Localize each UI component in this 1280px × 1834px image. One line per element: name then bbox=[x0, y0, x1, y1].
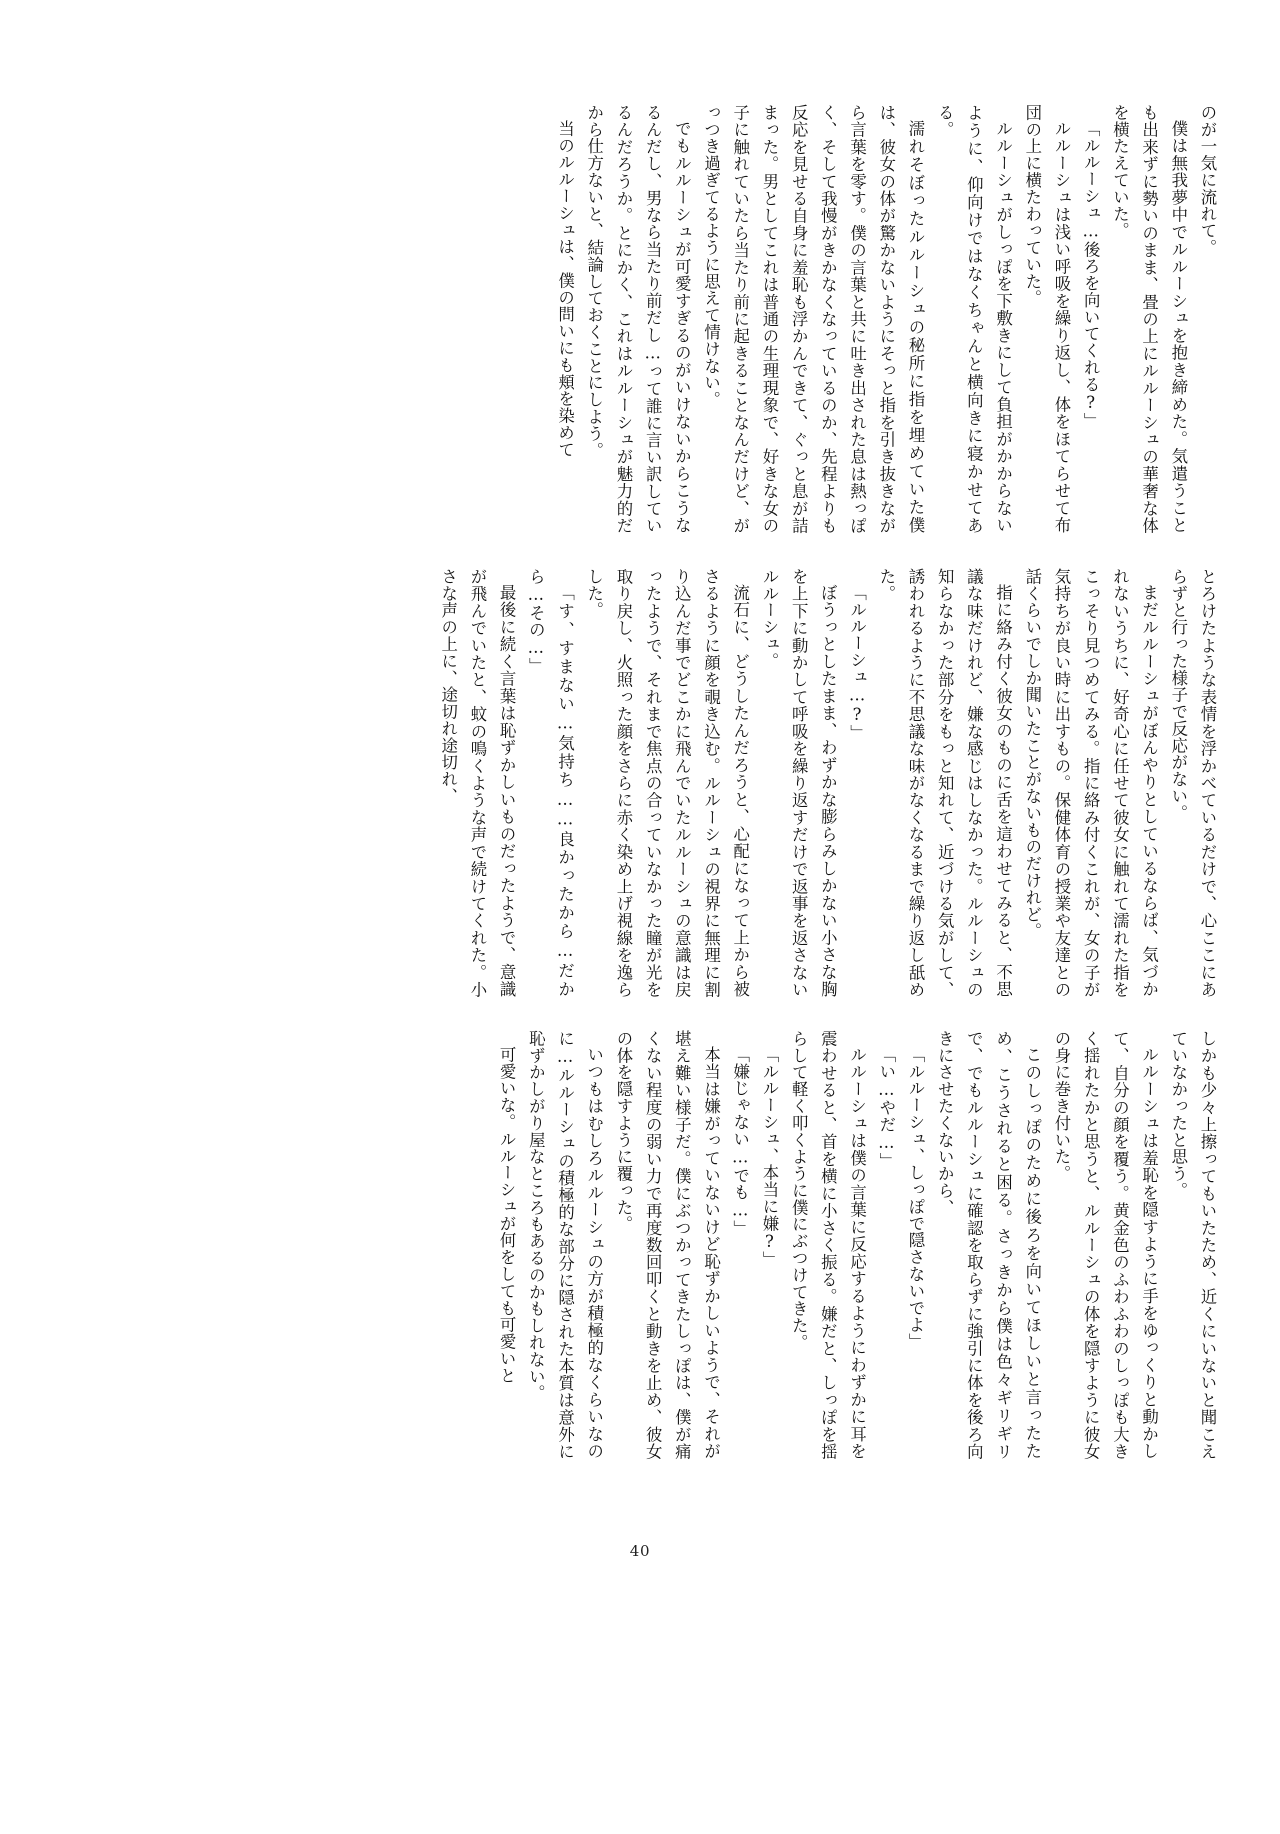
paragraph: 「ルルーシュ、しっぽで隠さないでよ」 bbox=[905, 1046, 925, 1351]
paragraph: 「す、すまない…気持ち……良かったから…だから…その…」 bbox=[526, 568, 575, 998]
paragraph: 僕は無我夢中でルルーシュを抱き締めた。気遣うことも出来ずに勢いのまま、畳の上にルルーシュの華奢な体を横たえていた。 bbox=[1110, 104, 1188, 534]
paragraph: 最後に続く言葉は恥ずかしいものだったようで、意識が飛んでいたと、蚊の鳴くような声で続けてくれた。小さな声の上に、途切れ途切れ、 bbox=[438, 568, 517, 998]
paragraph: 指に絡み付く彼女のものに舌を這わせてみると、不思議な味だけれど、嫌な感じはしなかった。ルルーシュの知らなかった部分をもっと知れて、近づける気がして、誘われるように不思議な味がなくなるまで繰り返し舐めた。 bbox=[876, 568, 1013, 998]
text-block-3 bbox=[202, 1030, 1222, 1460]
paragraph: ぼうっとしたまま、わずかな膨らみしかない小さな胸を上下に動かして呼吸を繰り返すだけで返事を返さないルルーシュ。 bbox=[759, 568, 838, 998]
text-block-1 bbox=[202, 104, 1222, 534]
text-block-2 bbox=[202, 568, 1222, 998]
page-number: 40 bbox=[629, 1542, 651, 1560]
paragraph: とろけたような表情を浮かべているだけで、心ここにあらずと行った様子で反応がない。 bbox=[1168, 568, 1217, 998]
paragraph: ルルーシュは浅い呼吸を繰り返し、体をほてらせて布団の上に横たわっていた。 bbox=[1022, 104, 1071, 534]
paragraph: でもルルーシュが可愛すぎるのがいけないからこうなるんだし、男なら当たり前だし…って誰に言い訳しているんだろうか。とにかく、これはルルーシュが魅力的だから仕方ないと、結論しておくことにしよう。 bbox=[584, 104, 692, 534]
paragraph: ルルーシュは僕の言葉に反応するようにわずかに耳を震わせると、首を横に小さく振る。嫌だと、しっぽを揺らして軽く叩くように僕にぶつけてきた。 bbox=[789, 1030, 867, 1460]
paragraph: 当のルルーシュは、僕の問いにも頬を染めて bbox=[555, 120, 575, 459]
paragraph: 「ルルーシュ…?」 bbox=[847, 584, 867, 742]
paragraph: いつもはむしろルルーシュの方が積極的なくらいなのに…ルルーシュの積極的な部分に隠された本質は意外に恥ずかしがり屋なところもあるのかもしれない。 bbox=[526, 1030, 604, 1460]
paragraph: 流石に、どうしたんだろうと、心配になって上から被さるように顔を覗き込む。ルルーシュの視界に無理に割り込んだ事でどこかに飛んでいたルルーシュの意識は戻ったようで、それまで焦点の合っていなかった瞳が光を取り戻し、火照った顔をさらに赤く染め上げ視線を逸らした。 bbox=[584, 568, 750, 998]
paragraph: 可愛いな。ルルーシュが何をしても可愛いと bbox=[497, 1046, 517, 1385]
paragraph: 「嫌じゃない…でも…」 bbox=[730, 1046, 750, 1238]
paragraph: ルルーシュは羞恥を隠すように手をゆっくりと動かして、自分の顔を覆う。黄金色のふわふわのしっぽも大きく揺れたかと思うと、ルルーシュの体を隠すように彼女の身に巻き付いた。 bbox=[1051, 1030, 1159, 1460]
paragraph: 「ルルーシュ、本当に嫌?」 bbox=[759, 1046, 779, 1269]
paragraph: まだルルーシュがぼんやりとしているならば、気づかれないうちに、好奇心に任せて彼女に触れて濡れた指をこっそり見つめてみる。指に絡み付くこれが、女の子が気持ちが良い時に出すもの。保健体育の授業や友達との話くらいでしか聞いたことがないものだけれど。 bbox=[1022, 568, 1159, 998]
paragraph: 「ルルーシュ…後ろを向いてくれる?」 bbox=[1081, 120, 1101, 430]
paragraph: 濡れそぼったルルーシュの秘所に指を埋めていた僕は、彼女の体が驚かないようにそっと指を引き抜きながら言葉を零す。僕の言葉と共に吐き出された息は熱っぽく、そして我慢がきかなくなっているのか、先程よりも反応を見せる自身に羞恥も浮かんできて、ぐっと息が詰まった。男としてこれは普通の生理現象で、好きな女の子に触れていたら当たり前に起きることなんだけど、がっつき過ぎてるように思えて情けない。 bbox=[701, 104, 925, 534]
paragraph: のが一気に流れて。 bbox=[1198, 104, 1217, 257]
paragraph: 「い…やだ…」 bbox=[876, 1046, 896, 1170]
paragraph: このしっぽのために後ろを向いてほしいと言ったため、こうされると困る。さっきから僕は色々ギリギリで、でもルルーシュに確認を取らずに強引に体を後ろ向きにさせたくないから、 bbox=[935, 1030, 1042, 1460]
paragraph: 本当は嫌がっていないけど恥ずかしいようで、それが堪え難い様子だ。僕にぶつかってきたしっぽは、僕が痛くない程度の弱い力で再度数回叩くと動きを止め、彼女の体を隠すように覆った。 bbox=[613, 1030, 721, 1460]
paragraph: しかも少々上擦ってもいたため、近くにいないと聞こえていなかったと思う。 bbox=[1168, 1030, 1217, 1460]
paragraph: ルルーシュがしっぽを下敷きにして負担がかからないように、仰向けではなくちゃんと横向きに寝かせてある。 bbox=[935, 104, 1013, 534]
